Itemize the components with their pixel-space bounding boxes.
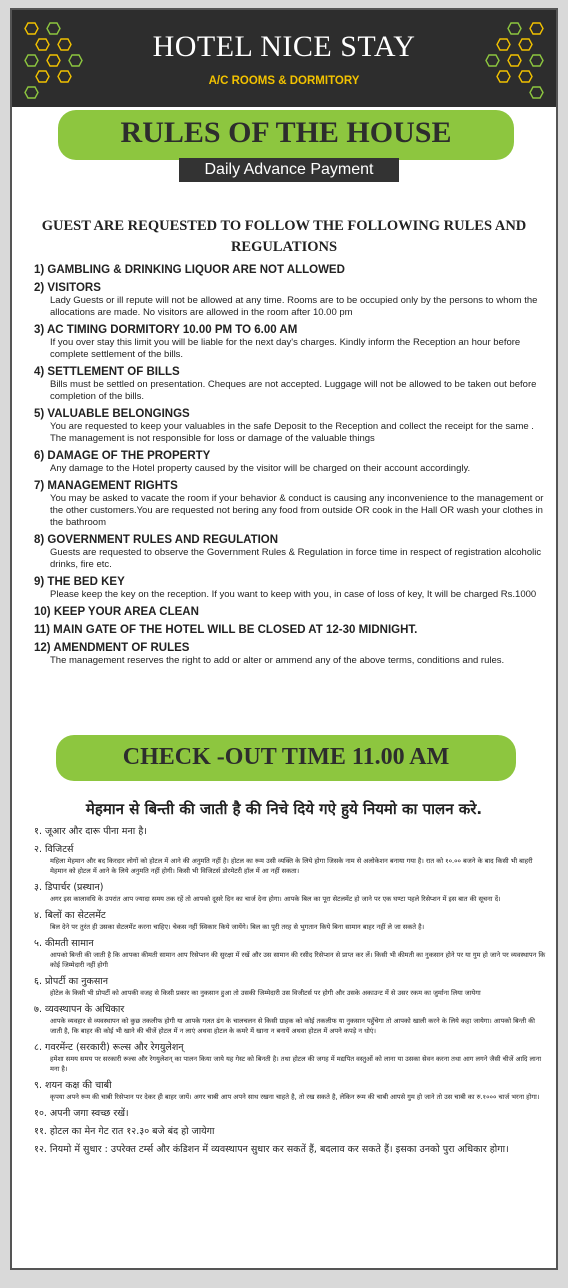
hindi-rule-title: ७. व्यवस्थापन के अधिकार [34, 1004, 125, 1015]
rule-item [34, 641, 544, 667]
rule-item [34, 605, 544, 619]
hindi-rule-title: ९. शयन कक्ष की चाबी [34, 1080, 112, 1091]
hindi-rule-title: ८. गवरमेंन्ट (सरकारी) रूल्स और रेगयुलेशन् [34, 1042, 184, 1053]
hindi-rule-title: ११. होटल का मेन गेट रात १२.३० बजे बंद हो जायेगा [34, 1126, 215, 1137]
rule-item [34, 533, 544, 571]
hotel-header [12, 10, 556, 107]
hexagon-icon [24, 86, 39, 99]
rule-body: You may be asked to vacate the room if your behavior & conduct is causing any inconvenience to the management or the other customers.You are requested not bering any food from outside OR cook in the Hall OR wash your clothes in the bathroom [50, 493, 544, 528]
rules-title: RULES OF THE HOUSE [120, 116, 452, 149]
hindi-rule-title: ४. बिलों का सेटलमेंट [34, 910, 106, 921]
hindi-rule-item [34, 1107, 546, 1120]
hexagon-icon [529, 86, 544, 99]
rule-item [34, 263, 544, 277]
rule-item [34, 281, 544, 319]
hotel-subtitle: A/C ROOMS & DORMITORY [208, 75, 360, 87]
rule-item [34, 623, 544, 637]
hindi-rule-title: १. जूआर और दारू पीना मना है। [34, 826, 147, 837]
hindi-rule-body: आपके व्यवहार से व्यवस्थापन को कुछ तकलीफ होगी या आपके गलत ढंग के चालचलन से किसी ग्राहक को कोई तकलीफ या नुकसान पहुँचेगा तो आपको खाली करने के लिये कहा जायेगा। आपको बिन्ती की जाती है, कि बाहर की कोई भी खाने की चीजें होटल में न लाएं अथवा होटल के कमरे में खाना न बनायें अथवा होटल में अपने कपड़े न धोएं। [50, 1017, 535, 1035]
rule-item [34, 449, 544, 475]
hindi-heading: मेहमान से बिन्ती की जाती है की निचे दिये गऐ हुये नियमो का पालन करे. [85, 800, 483, 818]
hindi-rule-body: होटेल के किसी भी प्रोपर्टी को आपकी वजह से किसी प्रकार का नुकसान हुआ तो उसकी जिम्मेदारी उस विजीटर्स पर होगी और उसके अकाउन्ट में से उसर रकम का जुर्माना लिया जायेगा [50, 989, 481, 997]
rule-title: 4) SETTLEMENT OF BILLS [34, 366, 180, 378]
rule-title: 11) MAIN GATE OF THE HOTEL WILL BE CLOSED AT 12-30 MIDNIGHT. [34, 624, 418, 636]
rule-body: Guests are requested to observe the Government Rules & Regulation in force time in respect of registration alcoholic drinks, fire etc. [50, 547, 542, 570]
hindi-rule-body: बिल देने पर तुरंत ही उसका सेटलमेंट करना चाहिए। चेकस नहीं स्विकार किये जायेंगे। बिल का पूरी तरह से भुगतान किये बिना सामान बाहर नहीं ले जा सकते है। [50, 923, 425, 931]
hindi-rule-item [34, 909, 546, 932]
rule-body: The management reserves the right to add or alter or ammend any of the above terms, conditions and rules. [50, 655, 505, 666]
rule-title: 3) AC TIMING DORMITORY 10.00 PM TO 6.00 AM [34, 324, 298, 336]
hindi-rule-title: ३. डिपार्चर (प्रस्थान) [34, 882, 104, 893]
rule-title: 9) THE BED KEY [34, 576, 125, 588]
rule-body: You are requested to keep your valuables in the safe Deposit to the Reception and collect the receipt for the same . The management is not responsible for loss or damage of the valuable things [50, 421, 534, 444]
rule-body: Bills must be settled on presentation. Cheques are not accepted. Luggage will not be allowed to be taken out before completion of the bills. [50, 379, 537, 402]
rule-title: 2) VISITORS [34, 282, 101, 294]
rule-item [34, 407, 544, 445]
hindi-rule-body: हमेशा समय समय पर सरकारी रूल्स और रेगयुलेशन् का पालन किया जाये यह गेस्ट को बिनती है। तथा होटल की जगह में मद्यपित वस्तुओं को लाना या उसका सेवन करना तथा आग लगने जैसी चीजें आदि लाना मना है। [50, 1055, 542, 1073]
rule-item [34, 323, 544, 361]
rules-list-english [34, 263, 544, 671]
hindi-rule-title: १०. अपनी जगा स्वच्छ रखें। [34, 1108, 129, 1119]
hindi-rule-item [34, 881, 546, 904]
hindi-rule-body: अगर इस कालावधि के उपरांत आप ज्यादा समय तक रहें तो आपको दूसरे दिन का चार्ज देना होगा। आपके बिल का पूरा सेटलमेंट हो जाने पर एक घण्टा पहले रिसेप्शन में इस बात की सूचना दें। [50, 895, 501, 903]
hindi-rule-title: २. विजिटर्स [34, 844, 74, 855]
hindi-rule-item [34, 975, 546, 998]
rules-list-hindi [34, 825, 546, 1161]
rule-title: 7) MANAGEMENT RIGHTS [34, 480, 178, 492]
hindi-rule-item [34, 1041, 546, 1074]
rule-item [34, 479, 544, 529]
hindi-rule-item [34, 1079, 546, 1102]
hindi-rule-item [34, 1143, 546, 1156]
hotel-name: HOTEL NICE STAY [152, 30, 416, 63]
rule-title: 6) DAMAGE OF THE PROPERTY [34, 450, 211, 462]
rule-title: 12) AMENDMENT OF RULES [34, 642, 190, 654]
checkout-banner [56, 735, 516, 781]
hindi-rule-item [34, 1003, 546, 1036]
hindi-rule-body: आपको बिन्ती की जाती है कि आपका कीमती सामान आप रिसेप्शन की सुरक्षा में रखें और उस सामान की रसीद रिसेप्शन से प्राप्त कर लें। किसी भी कीमती का नुकसान होने पर या गुम हो जाने पर व्यवस्थापन कि कोई जिम्मेदारी नहीं होगी [50, 951, 546, 969]
hindi-rule-body: महिला मेहमान और बद किरदार लोगों को होटल में आने की अनुमति नहीं है। होटल का रूम उसी व्यक्ति के लिये होगा जिसके नाम से अलोकेशन बनाया गया है। रात को १०.०० बजने के बाद किसी भी बाहरी मेहमान को होटल में आने के लिये अनुमति नहीं होगी। किसी भी विजिटर्स डोरमेटरी हॉल में आ नहीं सकता। [50, 857, 533, 875]
rule-title: 8) GOVERNMENT RULES AND REGULATION [34, 534, 279, 546]
payment-badge: Daily Advance Payment [179, 158, 399, 182]
checkout-time: CHECK -OUT TIME 11.00 AM [122, 744, 450, 770]
hindi-rule-body: कृपया अपने रूम की चाबी रिसेप्शन पर देकर ही बाहर जायें। अगर चाबी आप अपने साथ रखना चाहते है, तो रख सकते है, लेकिन रूम की चाबी आपसे गुम हो जाने तो उस चाबी का रु.१००० चार्ज भरना होगा। [50, 1093, 540, 1101]
rule-title: 10) KEEP YOUR AREA CLEAN [34, 606, 199, 618]
hindi-rule-title: ६. प्रोपर्टी का नुकसान [34, 976, 109, 987]
hindi-rule-item [34, 825, 546, 838]
rules-poster [10, 8, 558, 1270]
hindi-rule-item [34, 937, 546, 970]
hindi-rule-title: १२. नियमो में सुधार : उपरेक्त टर्म्स और कंडिशन में व्यवस्थापन सुधार कर सकतें हैं, बदलाव कर सकते हैं। इसका उनको पुरा अधिकार होगा। [34, 1144, 509, 1155]
intro-heading: GUEST ARE REQUESTED TO FOLLOW THE FOLLOWING RULES AND REGULATIONS [41, 218, 527, 255]
rules-banner [58, 110, 514, 160]
rule-item [34, 575, 544, 601]
rule-item [34, 365, 544, 403]
rule-body: Lady Guests or ill repute will not be allowed at any time. Rooms are to be occupied only by the persons to whom the allocations are made. No visitors are allowed in the room after 10.00 pm [50, 295, 538, 318]
hindi-rule-item [34, 843, 546, 876]
rule-body: Please keep the key on the reception. If you want to keep with you, in case of loss of key, It will be charged Rs.1000 [50, 589, 537, 600]
rule-body: Any damage to the Hotel property caused by the visitor will be charged on their account accordingly. [50, 463, 471, 474]
rule-body: If you over stay this limit you will be liable for the next day's charges. Kindly inform the Reception an hour before complete settlement of the bills. [50, 337, 521, 360]
rule-title: 5) VALUABLE BELONGINGS [34, 408, 190, 420]
hindi-rule-item [34, 1125, 546, 1138]
rule-title: 1) GAMBLING & DRINKING LIQUOR ARE NOT ALLOWED [34, 264, 345, 276]
hindi-rule-title: ५. कीमती सामान [34, 938, 94, 949]
